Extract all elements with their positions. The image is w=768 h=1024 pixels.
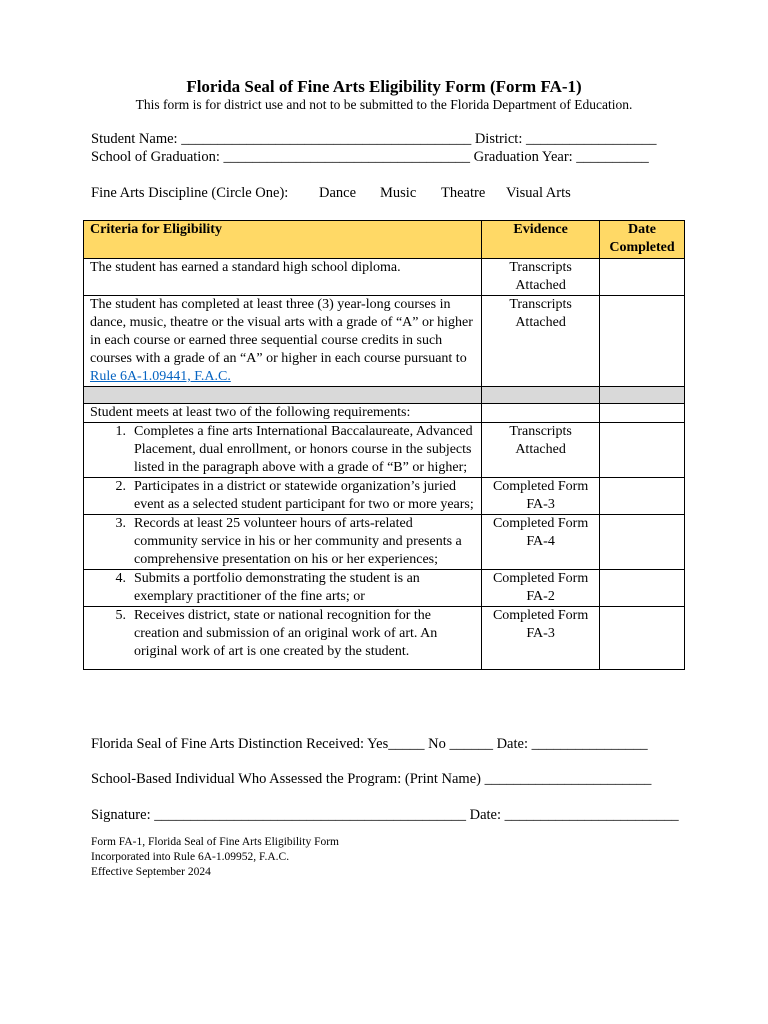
evidence-cell: Completed Form FA-2: [482, 570, 600, 607]
evidence-cell: Transcripts Attached: [482, 296, 600, 387]
distinction-line[interactable]: Florida Seal of Fine Arts Distinction Received: Yes_____ No ______ Date: ________________: [91, 736, 648, 752]
header-criteria: Criteria for Eligibility: [84, 221, 482, 259]
item-text: Records at least 25 volunteer hours of arts-related community service in his or her community and presents a comprehensive presentation on his or her experiences;: [134, 516, 462, 567]
student-name-district-line[interactable]: Student Name: ________________________________________ District: __________________: [91, 131, 657, 147]
date-cell[interactable]: [600, 423, 685, 478]
evidence-cell: Completed Form FA-4: [482, 515, 600, 570]
evidence-cell: Completed Form FA-3: [482, 607, 600, 670]
footer-form-name: Form FA-1, Florida Seal of Fine Arts Eligibility Form: [91, 836, 339, 848]
discipline-option-visual-arts[interactable]: Visual Arts: [506, 185, 571, 201]
table-row: [84, 478, 685, 515]
date-cell[interactable]: [600, 296, 685, 387]
item-text: Receives district, state or national recognition for the creation and submission of an original work of art. An original work of art is one created by the student.: [134, 608, 438, 659]
signature-line[interactable]: Signature: ___________________________________________ Date: ________________________: [91, 807, 679, 823]
date-cell[interactable]: [600, 478, 685, 515]
table-row: [84, 607, 685, 670]
separator-row: [84, 387, 685, 404]
criteria-text: The student has completed at least three (3) year-long courses in dance, music, theatre or the visual arts with a grade of “A” or higher in each course or earned three sequential course credits in such courses with a grade of an “A” or higher in each course pursuant to: [90, 297, 473, 366]
discipline-option-dance[interactable]: Dance: [319, 185, 357, 201]
criteria-cell: [84, 296, 482, 387]
requirements-intro: Student meets at least two of the following requirements:: [84, 404, 482, 423]
item-number: 3.: [115, 516, 126, 531]
item-text: Submits a portfolio demonstrating the student is an exemplary practitioner of the fine arts; or: [134, 571, 420, 604]
date-cell[interactable]: [600, 607, 685, 670]
criteria-cell: The student has earned a standard high school diploma.: [84, 259, 482, 296]
form-subtitle: This form is for district use and not to be submitted to the Florida Department of Education.: [135, 97, 633, 112]
table-row: [84, 423, 685, 478]
item-text: Participates in a district or statewide organization’s juried event as a selected student participant for two or more years;: [134, 479, 474, 512]
school-graduation-line[interactable]: School of Graduation: __________________________________ Graduation Year: __________: [91, 149, 649, 165]
item-text: Completes a fine arts International Baccalaureate, Advanced Placement, dual enrollment, or honors course in the subjects listed in the paragraph above with a grade of “B” or higher;: [134, 424, 473, 475]
table-row: [84, 404, 685, 423]
item-number: 4.: [115, 571, 126, 586]
footer-effective-date: Effective September 2024: [91, 866, 211, 878]
header-evidence: Evidence: [482, 221, 600, 259]
table-row: [84, 570, 685, 607]
date-cell[interactable]: [600, 515, 685, 570]
table-header-row: [84, 221, 685, 259]
assessor-line[interactable]: School-Based Individual Who Assessed the Program: (Print Name) _______________________: [91, 771, 652, 787]
item-number: 5.: [115, 608, 126, 623]
table-row: [84, 259, 685, 296]
evidence-cell: Transcripts Attached: [482, 259, 600, 296]
header-date-completed: Date Completed: [600, 221, 685, 259]
evidence-cell: Transcripts Attached: [482, 423, 600, 478]
date-cell[interactable]: [600, 570, 685, 607]
discipline-option-theatre[interactable]: Theatre: [441, 185, 486, 201]
evidence-cell: Completed Form FA-3: [482, 478, 600, 515]
form-title: Florida Seal of Fine Arts Eligibility Form (Form FA-1): [186, 77, 582, 96]
discipline-label: Fine Arts Discipline (Circle One):: [91, 185, 289, 201]
footer-rule: Incorporated into Rule 6A-1.09952, F.A.C.: [91, 851, 290, 863]
date-cell[interactable]: [600, 259, 685, 296]
rule-link[interactable]: Rule 6A-1.09441, F.A.C.: [90, 369, 231, 384]
item-number: 1.: [115, 424, 126, 439]
item-number: 2.: [115, 479, 126, 494]
table-row: [84, 296, 685, 387]
criteria-table: [83, 220, 685, 670]
discipline-option-music[interactable]: Music: [380, 185, 417, 201]
table-row: [84, 515, 685, 570]
